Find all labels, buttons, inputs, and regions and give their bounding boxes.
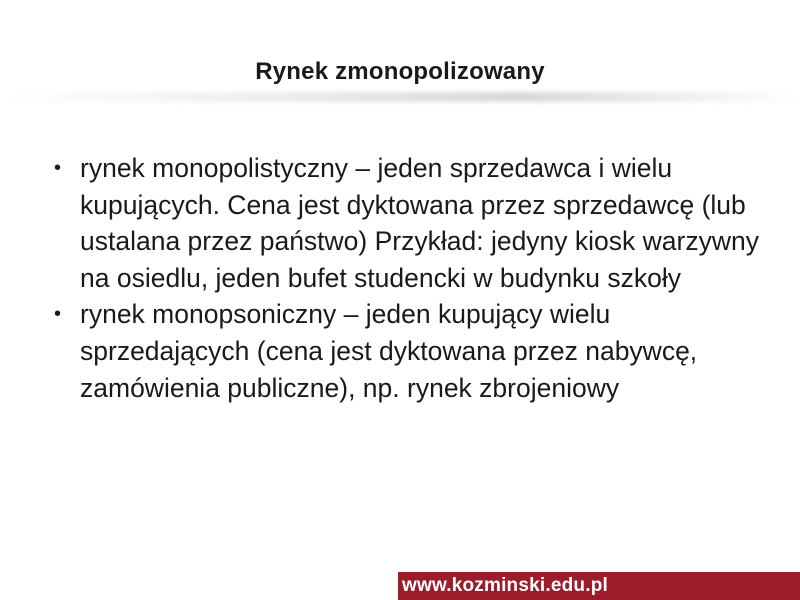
- footer-banner: [398, 572, 800, 600]
- bullet-marker: •: [54, 157, 62, 179]
- bullet-text: rynek monopolistyczny – jeden sprzedawca i wielu kupujących. Cena jest dyktowana przez sprzedawcę (lub ustalana przez państwo) Przykład: jedyny kiosk warzywny na osiedlu, jeden bufet studencki w budynku szkoły: [80, 153, 759, 293]
- slide-title: Rynek zmonopolizowany: [255, 58, 545, 85]
- bullet-text: rynek monopsoniczny – jeden kupujący wielu sprzedających (cena jest dyktowana przez nabywcę, zamówienia publiczne), np. rynek zbrojeniowy: [80, 299, 698, 403]
- bullet-list: [52, 150, 762, 406]
- title-divider: [0, 92, 800, 102]
- bullet-marker: •: [54, 303, 62, 326]
- footer-url: www.kozminski.edu.pl: [402, 575, 608, 596]
- bullet-item-monopsony: [52, 296, 762, 406]
- bullet-item-monopoly: [52, 150, 762, 296]
